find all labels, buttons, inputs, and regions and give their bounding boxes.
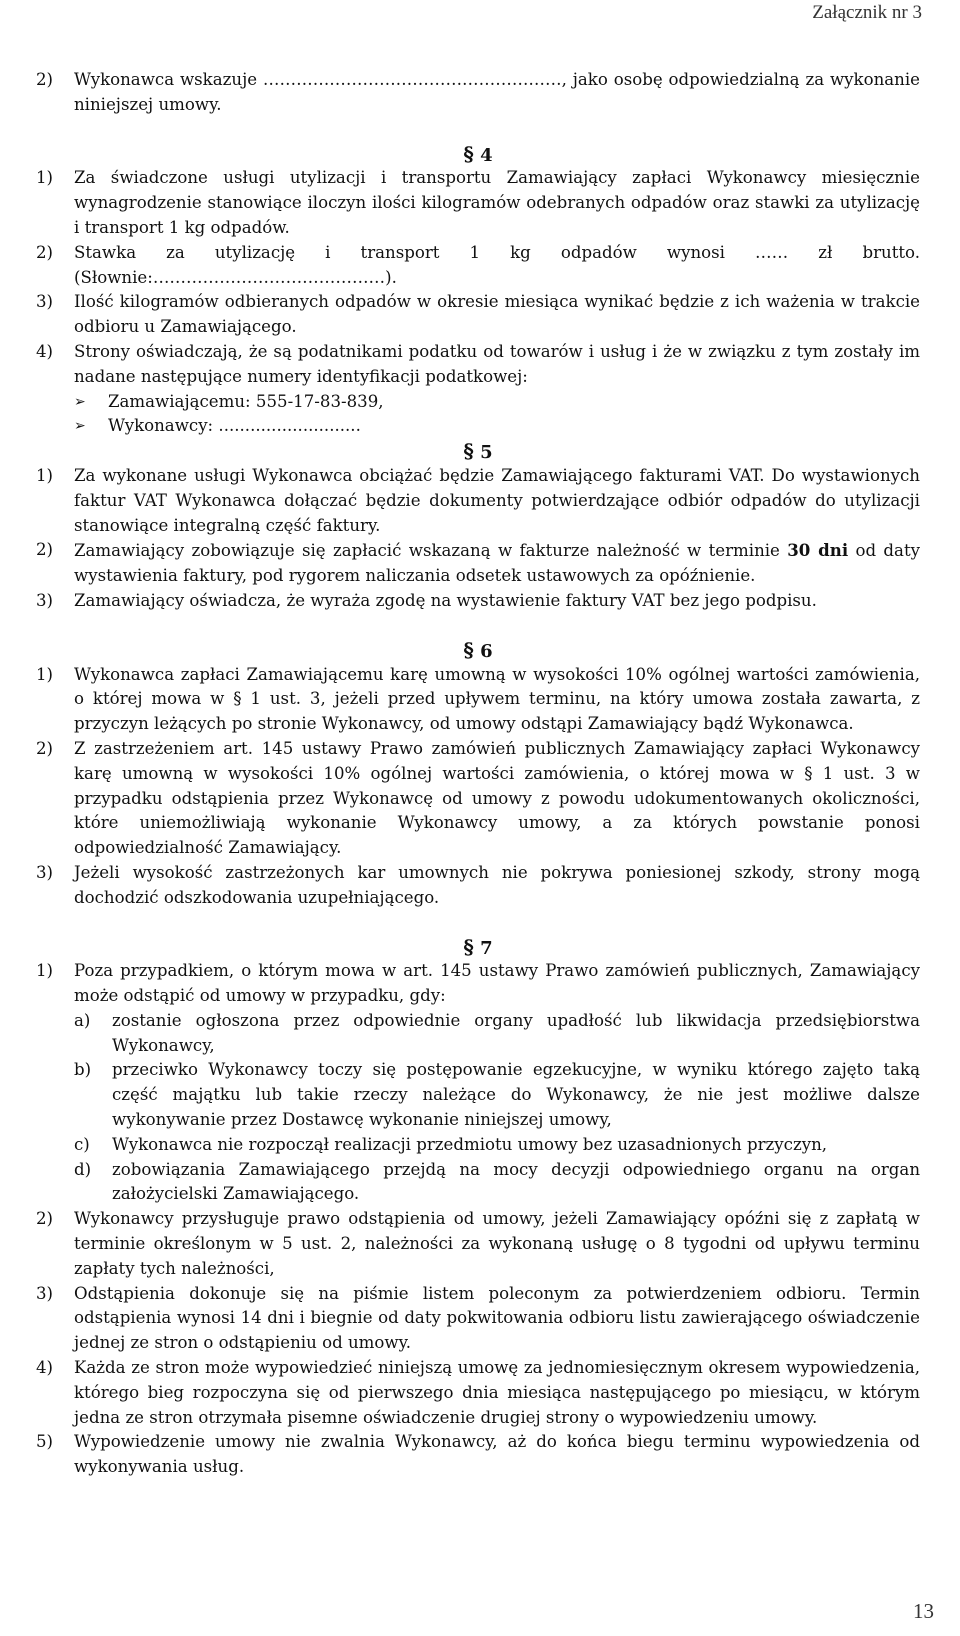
tax-id-item (36, 390, 920, 415)
section-number: 4 (480, 144, 493, 166)
point-text: Wykonawcy przysługuje prawo odstąpienia od umowy, jeżeli Zamawiający opóźni się z zapłatą w terminie określonym w 5 ust. 2, należności za wykonaną usługę o 8 tygodni od upływu terminu zapłaty tych należności, (74, 1209, 920, 1278)
section-number: 5 (480, 442, 493, 464)
sub-point-letter: d) (74, 1159, 92, 1179)
section-heading-5 (36, 439, 920, 464)
tax-id-item (36, 414, 920, 439)
sub-point-letter: b) (74, 1060, 92, 1080)
point-text: Odstąpienia dokonuje się na piśmie listem poleconym za potwierdzeniem odbioru. Termin odstąpienia wynosi 14 dni i biegnie od daty pokwitowania odbioru listu zawierającego oświadczenie jednej ze stron o odstąpieniu od umowy. (74, 1283, 920, 1353)
point-body (74, 959, 920, 1207)
point-text: Wypowiedzenie umowy nie zwalnia Wykonawcy, aż do końca biegu terminu wypowiedzenia od wykonywania usług. (74, 1432, 920, 1477)
point-text: Stawka za utylizację i transport 1 kg odpadów wynosi …… zł brutto. (Słownie:……………………………………). (74, 242, 920, 287)
sub-point (74, 1058, 920, 1132)
sub-point-letter: c) (74, 1134, 90, 1154)
sub-point (74, 1009, 920, 1059)
contract-point (36, 1356, 920, 1430)
point-text (74, 538, 920, 589)
point-number: 1) (36, 168, 54, 188)
sub-point (74, 1133, 920, 1158)
point-number: 2) (36, 242, 54, 262)
attachment-label: Załącznik nr 3 (812, 2, 922, 23)
page-number: 13 (913, 1599, 934, 1623)
contract-point (36, 1430, 920, 1480)
contract-point (36, 1282, 920, 1356)
contract-body (36, 68, 920, 1480)
point-text-part: Zamawiający zobowiązuje się zapłacić wskazaną w fakturze należność w terminie (74, 541, 788, 561)
point-number: 2) (36, 70, 54, 89)
payment-term: 30 dni (787, 540, 849, 561)
section-heading-4 (36, 142, 920, 167)
point-number: 4) (36, 1358, 54, 1378)
contract-point (36, 538, 920, 589)
point-text: Za świadczone usługi utylizacji i transportu Zamawiający zapłaci Wykonawcy miesięcznie wynagrodzenie stanowiące iloczyn ilości kilogramów odebranych odpadów oraz stawki za utylizację i transport 1 kg odpadów. (74, 168, 920, 237)
section-sign: § (463, 934, 474, 959)
section-heading-6 (36, 638, 920, 663)
point-number: 2) (36, 738, 54, 758)
point-number: 1) (36, 664, 54, 684)
contract-point (36, 959, 920, 1207)
point-text: Ilość kilogramów odbieranych odpadów w okresie miesiąca wynikać będzie z ich ważenia w trakcie odbioru u Zamawiającego. (74, 292, 920, 337)
section-sign: § (463, 439, 474, 464)
contract-point (36, 464, 920, 538)
contract-point (36, 861, 920, 911)
point-number: 3) (36, 862, 54, 882)
point-text: Za wykonane usługi Wykonawca obciążać będzie Zamawiającego fakturami VAT. Do wystawionych faktur VAT Wykonawca dołączać będzie dokumenty potwierdzające odbiór odpadów do utylizacji stanowiące integralną część faktury. (74, 465, 920, 535)
contract-point (36, 68, 920, 118)
point-number: 3) (36, 590, 54, 610)
contract-point (36, 340, 920, 390)
tax-id-text: Zamawiającemu: 555-17-83-839, (108, 391, 384, 411)
contract-point (36, 663, 920, 737)
contract-point (36, 1207, 920, 1281)
point-number: 1) (36, 465, 54, 485)
point-text: Poza przypadkiem, o którym mowa w art. 145 ustawy Prawo zamówień publicznych, Zamawiający może odstąpić od umowy w przypadku, gdy: (74, 961, 920, 1006)
point-text: Strony oświadczają, że są podatnikami podatku od towarów i usług i że w związku z tym zostały im nadane następujące numery identyfikacji podatkowej: (74, 341, 920, 386)
point-number: 2) (36, 540, 54, 560)
contract-point (36, 589, 920, 614)
point-text: Wykonawca zapłaci Zamawiającemu karę umowną w wysokości 10% ogólnej wartości zamówienia, o której mowa w § 1 ust. 3, jeżeli przed upływem terminu, na który umowa została zawarta, z przyczyn leżących po stronie Wykonawcy, od umowy odstąpi Zamawiający bądź Wykonawca. (74, 664, 920, 734)
point-number: 1) (36, 961, 54, 981)
sub-point (74, 1158, 920, 1208)
section-sign: § (463, 637, 474, 662)
point-text: Jeżeli wysokość zastrzeżonych kar umownych nie pokrywa poniesionej szkody, strony mogą dochodzić odszkodowania uzupełniającego. (74, 862, 920, 907)
contract-point (36, 737, 920, 861)
point-number: 2) (36, 1209, 54, 1229)
sub-point-letter: a) (74, 1010, 91, 1030)
point-number: 5) (36, 1432, 54, 1452)
section-number: 6 (480, 640, 493, 662)
point-text-part: od daty wystawienia faktury, pod rygorem naliczania odsetek ustawowych za opóźnienie. (74, 541, 920, 586)
section-number: 7 (480, 937, 493, 959)
tax-id-text: Wykonawcy: ........................... (108, 416, 361, 436)
point-text: Wykonawca wskazuje ………………………………………………, jako osobę odpowiedzialną za wykonanie niniejszej umowy. (74, 70, 920, 114)
contract-point (36, 290, 920, 340)
sub-point-text: zostanie ogłoszona przez odpowiednie organy upadłość lub likwidacja przedsiębiorstwa Wykonawcy, (112, 1010, 920, 1055)
arrow-bullet-icon: ➢ (74, 393, 86, 410)
sub-point-text: przeciwko Wykonawcy toczy się postępowanie egzekucyjne, w wyniku którego zajęto taką część majątku lub takie rzeczy należące do Wykonawcy, że nie jest możliwe dalsze wykonywanie przez Dostawcę wykonanie niniejszej umowy, (112, 1060, 920, 1130)
arrow-bullet-icon: ➢ (74, 418, 86, 435)
point-text: Zamawiający oświadcza, że wyraża zgodę na wystawienie faktury VAT bez jego podpisu. (74, 590, 817, 610)
contract-point (36, 241, 920, 291)
section-sign: § (463, 141, 474, 166)
section-heading-7 (36, 935, 920, 960)
point-number: 3) (36, 1283, 54, 1303)
point-text: Z zastrzeżeniem art. 145 ustawy Prawo zamówień publicznych Zamawiający zapłaci Wykonawcy karę umowną w wysokości 10% ogólnej wartości zamówienia, o której mowa w § 1 ust. 3 w przypadku odstąpienia przez Wykonawcę od umowy z powodu udokumentowanych okoliczności, które uniemożliwiają wykonanie Wykonawcy umowy, a za których powstanie ponosi odpowiedzialność Zamawiający. (74, 738, 920, 858)
point-text: Każda ze stron może wypowiedzieć niniejszą umowę za jednomiesięcznym okresem wypowiedzenia, którego bieg rozpoczyna się od pierwszego dnia miesiąca następującego po miesiącu, w którym jedna ze stron otrzymała pisemne oświadczenie drugiej strony o wypowiedzeniu umowy. (74, 1358, 920, 1427)
sub-point-text: zobowiązania Zamawiającego przejdą na mocy decyzji odpowiedniego organu na organ założycielski Zamawiającego. (112, 1159, 920, 1204)
point-number: 4) (36, 341, 54, 361)
point-number: 3) (36, 292, 54, 312)
sub-point-text: Wykonawca nie rozpoczął realizacji przedmiotu umowy bez uzasadnionych przyczyn, (112, 1134, 828, 1154)
contract-point (36, 166, 920, 240)
